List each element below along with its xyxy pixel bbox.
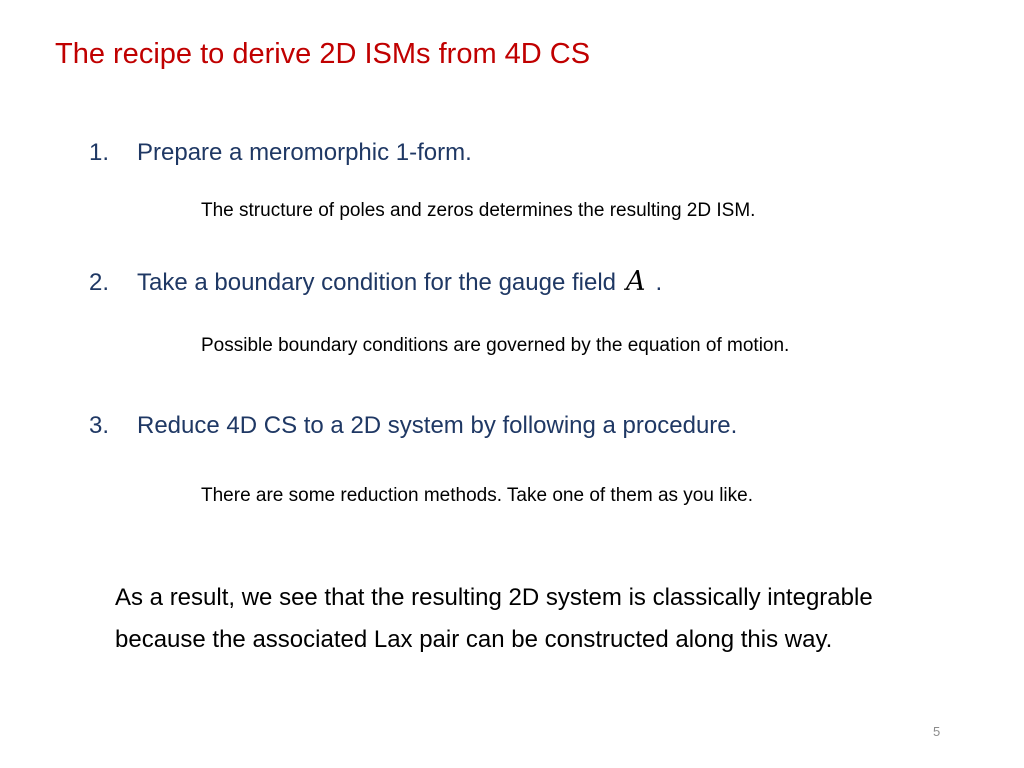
step-1-note: The structure of poles and zeros determines the resulting 2D ISM. [201,200,756,221]
gauge-field-symbol: A [626,266,646,297]
step-2-note: Possible boundary conditions are governed by the equation of motion. [201,335,790,356]
step-text: Prepare a meromorphic 1-form. [137,139,472,166]
step-number: 2. [89,269,110,296]
step-3-note: There are some reduction methods. Take one of them as you like. [201,485,754,506]
conclusion [115,577,873,661]
step-3 [89,412,737,440]
step-2 [89,266,662,297]
step-text: Take a boundary condition for the gauge field [137,269,617,296]
step-text: Reduce 4D CS to a 2D system by following a procedure. [137,412,738,439]
conclusion-line-2: because the associated Lax pair can be constructed along this way. [115,626,833,653]
step-1 [89,139,472,167]
page-number: 5 [933,724,941,739]
step-number: 1. [89,139,110,166]
slide-title: The recipe to derive 2D ISMs from 4D CS [55,38,591,70]
conclusion-line-1: As a result, we see that the resulting 2D system is classically integrable [115,584,873,611]
step-trail: . [655,269,663,296]
step-number: 3. [89,412,110,439]
